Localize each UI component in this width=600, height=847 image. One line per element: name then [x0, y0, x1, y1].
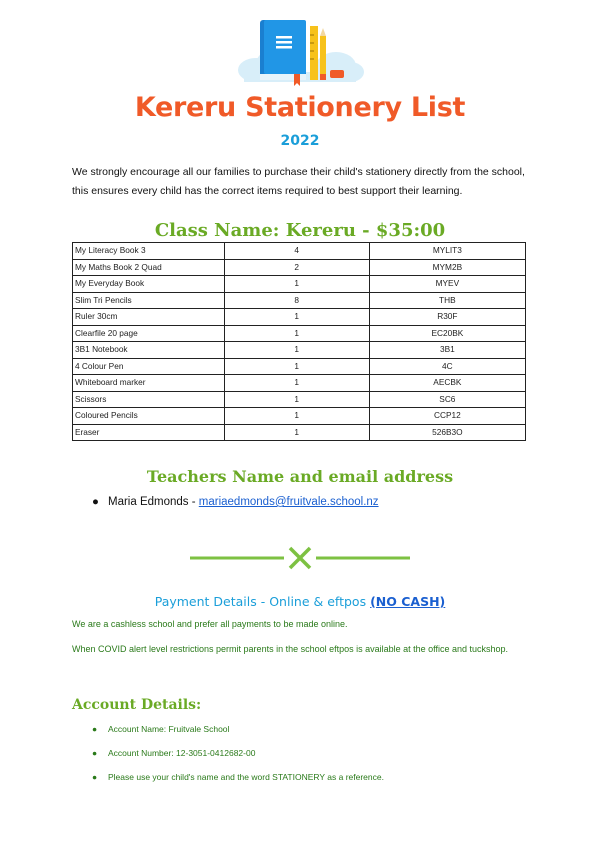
account-details-list — [92, 722, 384, 794]
table-row — [73, 276, 526, 293]
table-row — [73, 243, 526, 260]
item-code-cell: EC20BK — [369, 325, 525, 342]
payment-paragraph-2: When COVID alert level restrictions permit parents in the school eftpos is available at the office and tuckshop. — [72, 644, 509, 654]
table-row — [73, 424, 526, 441]
item-code-cell: SC6 — [369, 391, 525, 408]
class-name-heading: Class Name: Kereru - $35:00 — [154, 220, 446, 241]
item-qty-cell: 1 — [224, 325, 369, 342]
year-subtitle: 2022 — [280, 133, 320, 149]
teacher-name: Maria Edmonds - — [108, 496, 199, 508]
list-item — [92, 746, 384, 770]
page-title: Kereru Stationery List — [134, 92, 466, 123]
table-row — [73, 325, 526, 342]
account-line-text: Account Number: 12-3051-0412682-00 — [108, 748, 256, 758]
list-item — [92, 722, 384, 746]
item-qty-cell: 1 — [224, 358, 369, 375]
item-name-cell: Coloured Pencils — [73, 408, 225, 425]
table-row — [73, 259, 526, 276]
divider-cross-icon — [190, 545, 410, 571]
table-row — [73, 309, 526, 326]
item-name-cell: Scissors — [73, 391, 225, 408]
item-qty-cell: 1 — [224, 424, 369, 441]
teacher-list-item — [92, 496, 379, 508]
item-name-cell: 4 Colour Pen — [73, 358, 225, 375]
item-code-cell: MYM2B — [369, 259, 525, 276]
payment-paragraph-1: We are a cashless school and prefer all payments to be made online. — [72, 619, 348, 629]
teachers-heading: Teachers Name and email address — [146, 467, 454, 486]
item-code-cell: MYEV — [369, 276, 525, 293]
item-name-cell: 3B1 Notebook — [73, 342, 225, 359]
bullet-icon: ● — [92, 724, 98, 734]
table-row — [73, 342, 526, 359]
account-heading: Account Details: — [72, 697, 202, 713]
bullet-icon: ● — [92, 748, 98, 758]
item-qty-cell: 1 — [224, 342, 369, 359]
teacher-email-link[interactable]: mariaedmonds@fruitvale.school.nz — [198, 496, 379, 508]
item-qty-cell: 1 — [224, 375, 369, 392]
bullet-icon: ● — [92, 772, 98, 782]
item-qty-cell: 1 — [224, 391, 369, 408]
item-qty-cell: 1 — [224, 276, 369, 293]
item-code-cell: THB — [369, 292, 525, 309]
account-line-text: Account Name: Fruitvale School — [108, 724, 230, 734]
item-code-cell: MYLIT3 — [369, 243, 525, 260]
item-name-cell: Eraser — [73, 424, 225, 441]
item-qty-cell: 4 — [224, 243, 369, 260]
table-row — [73, 358, 526, 375]
item-name-cell: Slim Tri Pencils — [73, 292, 225, 309]
item-name-cell: My Literacy Book 3 — [73, 243, 225, 260]
table-row — [73, 375, 526, 392]
table-row — [73, 292, 526, 309]
item-code-cell: AECBK — [369, 375, 525, 392]
item-name-cell: My Everyday Book — [73, 276, 225, 293]
item-qty-cell: 8 — [224, 292, 369, 309]
table-row — [73, 391, 526, 408]
books-stationery-icon — [236, 12, 364, 86]
item-code-cell: 526B3O — [369, 424, 525, 441]
no-cash-label: (NO CASH) — [370, 594, 446, 609]
payment-heading-text: Payment Details - Online & eftpos — [154, 594, 371, 609]
item-code-cell: 4C — [369, 358, 525, 375]
bullet-icon: ● — [92, 496, 99, 508]
item-name-cell: Ruler 30cm — [73, 309, 225, 326]
payment-heading — [0, 594, 600, 609]
item-code-cell: R30F — [369, 309, 525, 326]
item-qty-cell: 1 — [224, 408, 369, 425]
item-code-cell: CCP12 — [369, 408, 525, 425]
stationery-table — [72, 242, 526, 441]
account-line-text: Please use your child's name and the word STATIONERY as a reference. — [108, 772, 384, 782]
item-qty-cell: 1 — [224, 309, 369, 326]
list-item — [92, 770, 384, 794]
intro-paragraph: We strongly encourage all our families to purchase their child's stationery directly from the school, this ensures every child has the correct items required to best support their learning. — [72, 166, 525, 197]
table-row — [73, 408, 526, 425]
item-name-cell: My Maths Book 2 Quad — [73, 259, 225, 276]
item-name-cell: Whiteboard marker — [73, 375, 225, 392]
item-name-cell: Clearfile 20 page — [73, 325, 225, 342]
item-code-cell: 3B1 — [369, 342, 525, 359]
item-qty-cell: 2 — [224, 259, 369, 276]
